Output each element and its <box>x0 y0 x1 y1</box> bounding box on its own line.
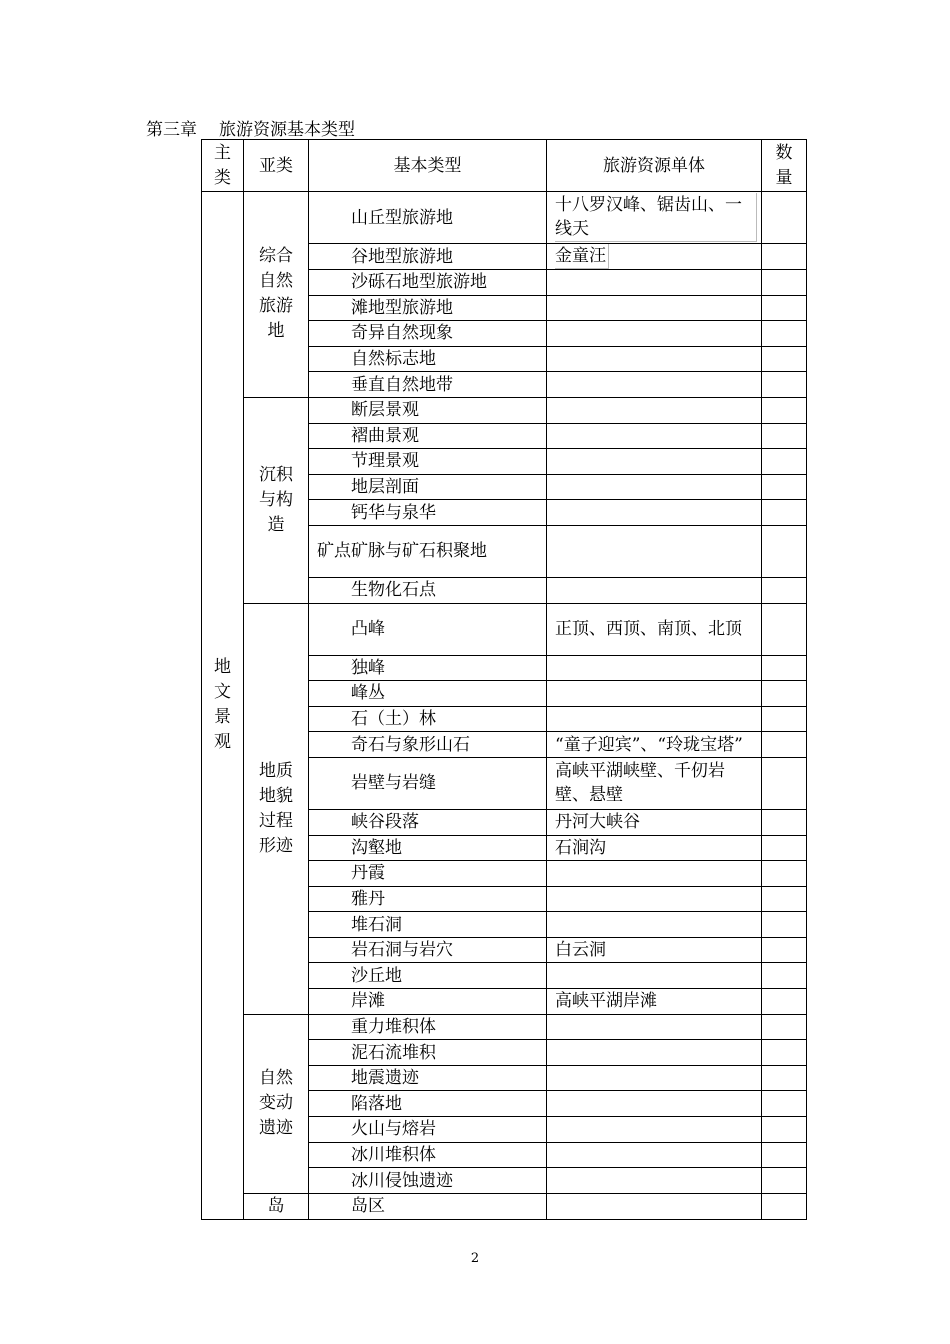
resource-unit-cell <box>547 525 762 577</box>
resource-type-table <box>201 139 807 1220</box>
quantity-cell <box>762 861 807 887</box>
chapter-title: 旅游资源基本类型 <box>219 120 355 140</box>
subcategory-cell: 综合自然旅游地 <box>244 192 309 398</box>
quantity-cell <box>762 681 807 707</box>
subcategory-cell: 岛 <box>244 1193 309 1219</box>
quantity-cell <box>762 835 807 861</box>
basic-type-cell: 凸峰 <box>309 603 547 655</box>
basic-type-cell: 滩地型旅游地 <box>309 295 547 321</box>
basic-type-cell: 火山与熔岩 <box>309 1117 547 1143</box>
resource-unit-cell: 丹河大峡谷 <box>547 809 762 835</box>
quantity-cell <box>762 244 807 270</box>
resource-unit-cell <box>547 500 762 526</box>
resource-unit-cell: 石涧沟 <box>547 835 762 861</box>
resource-unit-cell <box>547 1040 762 1066</box>
resource-unit-cell <box>547 577 762 603</box>
basic-type-cell: 沙砾石地型旅游地 <box>309 270 547 296</box>
basic-type-cell: 矿点矿脉与矿石积聚地 <box>309 525 547 577</box>
resource-unit-cell: “童子迎宾”、“玲珑宝塔” <box>547 732 762 758</box>
quantity-cell <box>762 1065 807 1091</box>
header-row <box>202 140 807 192</box>
quantity-cell <box>762 270 807 296</box>
quantity-cell <box>762 1142 807 1168</box>
quantity-cell <box>762 525 807 577</box>
resource-unit-cell <box>547 1168 762 1194</box>
chapter-heading <box>146 115 355 140</box>
basic-type-cell: 生物化石点 <box>309 577 547 603</box>
quantity-cell <box>762 500 807 526</box>
quantity-cell <box>762 732 807 758</box>
resource-unit-cell <box>547 655 762 681</box>
quantity-cell <box>762 346 807 372</box>
basic-type-cell: 岩石洞与岩穴 <box>309 937 547 963</box>
resource-unit-cell <box>547 397 762 423</box>
main-category-cell: 地文景观 <box>202 192 244 1220</box>
resource-unit-cell <box>547 963 762 989</box>
resource-unit-cell: 高峡平湖岸滩 <box>547 989 762 1015</box>
basic-type-cell: 峡谷段落 <box>309 809 547 835</box>
table-row <box>202 397 807 423</box>
quantity-cell <box>762 372 807 398</box>
subcategory-cell: 自然变动遗迹 <box>244 1014 309 1193</box>
quantity-cell <box>762 989 807 1015</box>
basic-type-cell: 节理景观 <box>309 449 547 475</box>
basic-type-cell: 冰川堆积体 <box>309 1142 547 1168</box>
quantity-cell <box>762 963 807 989</box>
resource-unit-cell <box>547 1091 762 1117</box>
basic-type-cell: 岸滩 <box>309 989 547 1015</box>
subcategory-cell: 沉积与构造 <box>244 397 309 603</box>
resource-unit-cell <box>547 861 762 887</box>
basic-type-cell: 丹霞 <box>309 861 547 887</box>
basic-type-cell: 石（土）林 <box>309 706 547 732</box>
quantity-cell <box>762 423 807 449</box>
quantity-cell <box>762 192 807 244</box>
resource-unit-cell: 正顶、西顶、南顶、北顶 <box>547 603 762 655</box>
quantity-cell <box>762 1040 807 1066</box>
resource-unit-cell: 高峡平湖峡壁、千仞岩壁、悬壁 <box>547 757 762 809</box>
quantity-cell <box>762 886 807 912</box>
basic-type-cell: 沙丘地 <box>309 963 547 989</box>
basic-type-cell: 岛区 <box>309 1193 547 1219</box>
basic-type-cell: 独峰 <box>309 655 547 681</box>
quantity-cell <box>762 321 807 347</box>
basic-type-cell: 泥石流堆积 <box>309 1040 547 1066</box>
quantity-cell <box>762 295 807 321</box>
quantity-cell <box>762 937 807 963</box>
basic-type-cell: 奇异自然现象 <box>309 321 547 347</box>
basic-type-cell: 陷落地 <box>309 1091 547 1117</box>
resource-unit-cell <box>547 706 762 732</box>
resource-unit-cell <box>547 372 762 398</box>
quantity-cell <box>762 809 807 835</box>
subcategory-cell: 地质地貌过程形迹 <box>244 603 309 1014</box>
quantity-cell <box>762 577 807 603</box>
header-type: 基本类型 <box>309 140 547 192</box>
quantity-cell <box>762 474 807 500</box>
resource-unit-cell <box>547 449 762 475</box>
resource-unit-cell <box>547 1014 762 1040</box>
header-unit: 旅游资源单体 <box>547 140 762 192</box>
quantity-cell <box>762 397 807 423</box>
basic-type-cell: 地震遗迹 <box>309 1065 547 1091</box>
basic-type-cell: 峰丛 <box>309 681 547 707</box>
basic-type-cell: 谷地型旅游地 <box>309 244 547 270</box>
basic-type-cell: 冰川侵蚀遗迹 <box>309 1168 547 1194</box>
header-main: 主类 <box>202 140 244 192</box>
basic-type-cell: 堆石洞 <box>309 912 547 938</box>
resource-unit-cell: 十八罗汉峰、锯齿山、一线天 <box>547 192 762 244</box>
basic-type-cell: 岩壁与岩缝 <box>309 757 547 809</box>
chapter-label: 第三章 <box>146 120 197 140</box>
quantity-cell <box>762 706 807 732</box>
resource-unit-cell <box>547 886 762 912</box>
basic-type-cell: 沟壑地 <box>309 835 547 861</box>
resource-unit-cell <box>547 1117 762 1143</box>
resource-unit-cell <box>547 295 762 321</box>
quantity-cell <box>762 1091 807 1117</box>
resource-unit-cell <box>547 681 762 707</box>
basic-type-cell: 断层景观 <box>309 397 547 423</box>
quantity-cell <box>762 757 807 809</box>
basic-type-cell: 钙华与泉华 <box>309 500 547 526</box>
resource-unit-cell <box>547 423 762 449</box>
quantity-cell <box>762 1014 807 1040</box>
basic-type-cell: 雅丹 <box>309 886 547 912</box>
basic-type-cell: 重力堆积体 <box>309 1014 547 1040</box>
quantity-cell <box>762 603 807 655</box>
basic-type-cell: 奇石与象形山石 <box>309 732 547 758</box>
quantity-cell <box>762 1193 807 1219</box>
quantity-cell <box>762 655 807 681</box>
resource-unit-cell: 白云洞 <box>547 937 762 963</box>
resource-unit-cell <box>547 1193 762 1219</box>
basic-type-cell: 山丘型旅游地 <box>309 192 547 244</box>
basic-type-cell: 褶曲景观 <box>309 423 547 449</box>
basic-type-cell: 自然标志地 <box>309 346 547 372</box>
resource-unit-cell: 金童汪 <box>547 244 762 270</box>
table-row <box>202 192 807 244</box>
resource-unit-cell <box>547 474 762 500</box>
quantity-cell <box>762 449 807 475</box>
resource-unit-cell <box>547 270 762 296</box>
header-qty: 数量 <box>762 140 807 192</box>
quantity-cell <box>762 912 807 938</box>
header-sub: 亚类 <box>244 140 309 192</box>
quantity-cell <box>762 1117 807 1143</box>
resource-unit-cell <box>547 1065 762 1091</box>
basic-type-cell: 垂直自然地带 <box>309 372 547 398</box>
resource-unit-cell <box>547 321 762 347</box>
table-row <box>202 603 807 655</box>
page-number: 2 <box>470 1251 480 1266</box>
resource-unit-cell <box>547 1142 762 1168</box>
quantity-cell <box>762 1168 807 1194</box>
resource-unit-cell <box>547 912 762 938</box>
table-row <box>202 1014 807 1040</box>
basic-type-cell: 地层剖面 <box>309 474 547 500</box>
table-row <box>202 1193 807 1219</box>
resource-unit-cell <box>547 346 762 372</box>
